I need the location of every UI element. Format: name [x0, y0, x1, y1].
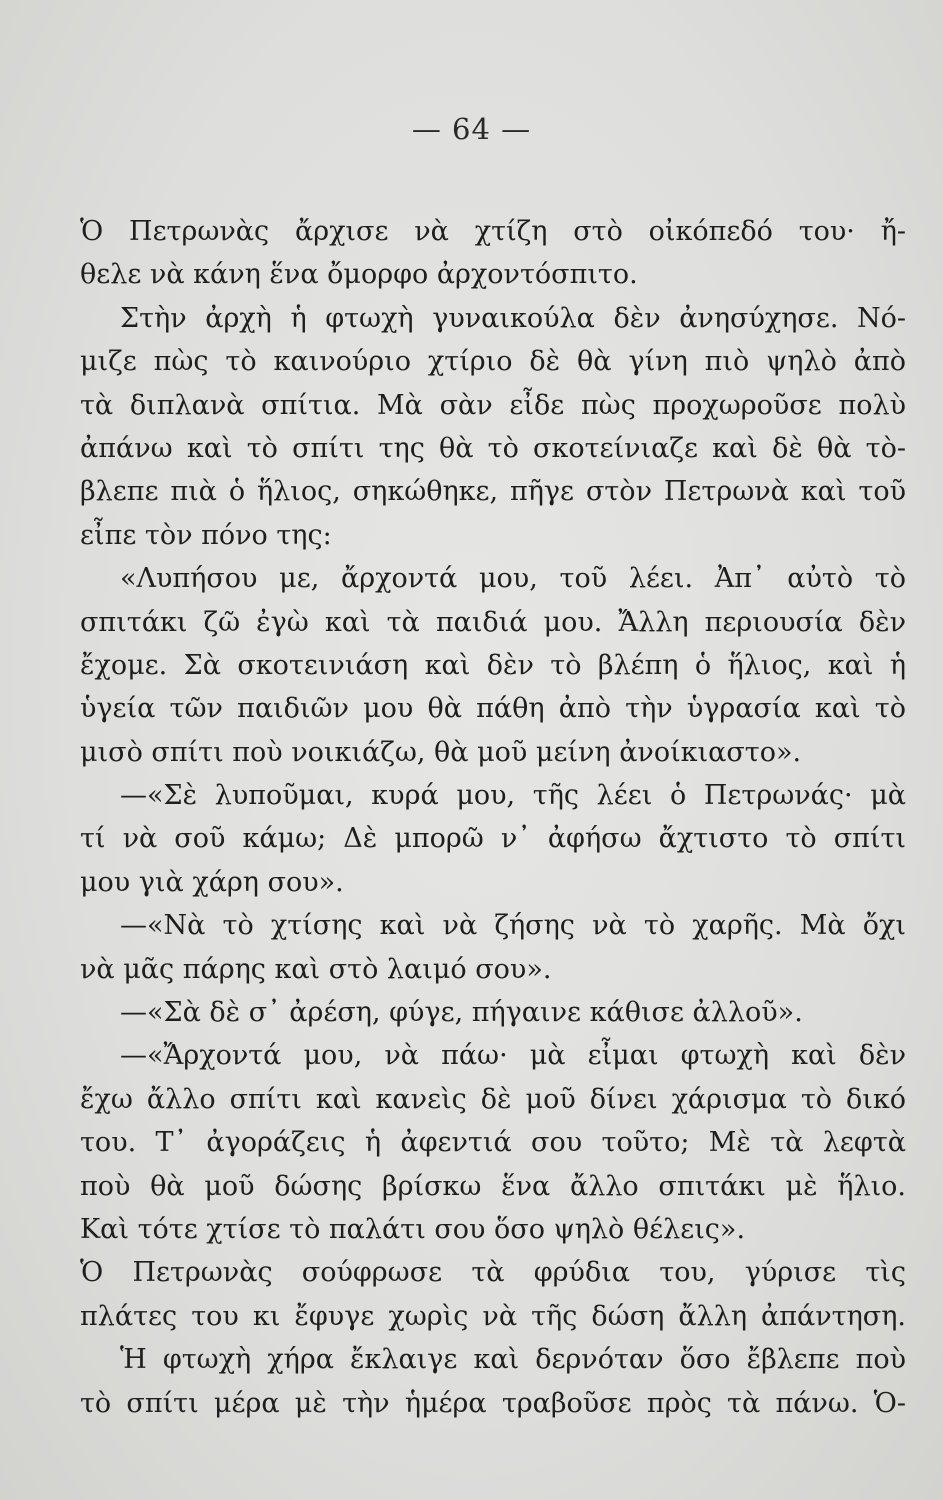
- text-line: Ὁ Πετρωνὰς ἄρχισε νὰ χτίζη στὸ οἰκόπεδό του· ἤ-: [80, 216, 906, 247]
- text-line: νὰ μᾶς πάρης καὶ στὸ λαιμό σου».: [80, 953, 552, 985]
- text-line: βλεπε πιὰ ὁ ἥλιος, σηκώθηκε, πῆγε στὸν Πετρωνὰ καὶ τοῦ: [80, 476, 906, 508]
- text-line: μισὸ σπίτι ποὺ νοικιάζω, θὰ μοῦ μείνη ἀνοίκιαστο».: [80, 736, 802, 768]
- body-text: [80, 210, 906, 1425]
- text-line: τί νὰ σοῦ κάμω; Δὲ μπορῶ ν᾿ ἀφήσω ἄχτιστο τὸ σπίτι: [80, 823, 906, 855]
- text-line: τὰ διπλανὰ σπίτια. Μὰ σὰν εἶδε πὼς προχωροῦσε πολὺ: [80, 389, 906, 421]
- page-number: — 64 —: [411, 112, 532, 146]
- text-line: Ἡ φτωχὴ χήρα ἔκλαιγε καὶ δερνόταν ὅσο ἔβλεπε ποὺ: [120, 1344, 906, 1376]
- text-line: ἔχομε. Σὰ σκοτεινιάση καὶ δὲν τὸ βλέπη ὁ ἥλιος, καὶ ἡ: [80, 649, 906, 681]
- text-line: πλάτες του κι ἔφυγε χωρὶς νὰ τῆς δώση ἄλλη ἀπάντηση.: [80, 1300, 906, 1332]
- text-line: —«Σὲ λυποῦμαι, κυρά μου, τῆς λέει ὁ Πετρωνάς· μὰ: [120, 780, 906, 812]
- text-line: —«Ἄρχοντά μου, νὰ πάω· μὰ εἶμαι φτωχὴ καὶ δὲν: [120, 1040, 906, 1072]
- text-line: Ὁ Πετρωνὰς σούφρωσε τὰ φρύδια του, γύρισε τὶς: [80, 1257, 906, 1289]
- text-line: Καὶ τότε χτίσε τὸ παλάτι σου ὅσο ψηλὸ θέλεις».: [80, 1213, 746, 1245]
- text-line: ἔχω ἄλλο σπίτι καὶ κανεὶς δὲ μοῦ δίνει χάρισμα τὸ δικό: [80, 1083, 906, 1115]
- text-line: ἀπάνω καὶ τὸ σπίτι της θὰ τὸ σκοτείνιαζε καὶ δὲ θὰ τὸ-: [80, 432, 906, 464]
- text-line: ὑγεία τῶν παιδιῶν μου θὰ πάθη ἀπὸ τὴν ὑγρασία καὶ τὸ: [80, 693, 906, 725]
- text-line: σπιτάκι ζῶ ἐγὼ καὶ τὰ παιδιά μου. Ἄλλη περιουσία δὲν: [80, 606, 906, 638]
- text-line: θελε νὰ κάνη ἕνα ὄμορφο ἀρχοντόσπιτο.: [80, 259, 638, 291]
- text-line: «Λυπήσου με, ἄρχοντά μου, τοῦ λέει. Ἀπ᾿ αὐτὸ τὸ: [120, 563, 906, 595]
- text-line: —«Σὰ δὲ σ᾿ ἀρέση, φύγε, πήγαινε κάθισε ἀλλοῦ».: [120, 997, 803, 1029]
- text-line: του. Τ᾿ ἀγοράζεις ἡ ἀφεντιά σου τοῦτο; Μὲ τὰ λεφτὰ: [80, 1127, 906, 1159]
- text-line: τὸ σπίτι μέρα μὲ τὴν ἡμέρα τραβοῦσε πρὸς τὰ πάνω. Ὁ-: [80, 1387, 906, 1419]
- text-line: μιζε πὼς τὸ καινούριο χτίριο δὲ θὰ γίνη πιὸ ψηλὸ ἀπὸ: [80, 346, 906, 378]
- text-line: —«Νὰ τὸ χτίσης καὶ νὰ ζήσης νὰ τὸ χαρῆς. Μὰ ὄχι: [120, 910, 906, 942]
- text-line: Στὴν ἀρχὴ ἡ φτωχὴ γυναικούλα δὲν ἀνησύχησε. Νό-: [120, 302, 906, 334]
- text-line: εἶπε τὸν πόνο της:: [80, 519, 332, 551]
- text-line: ποὺ θὰ μοῦ δώσης βρίσκω ἕνα ἄλλο σπιτάκι μὲ ἥλιο.: [80, 1170, 906, 1202]
- text-line: μου γιὰ χάρη σου».: [80, 866, 344, 898]
